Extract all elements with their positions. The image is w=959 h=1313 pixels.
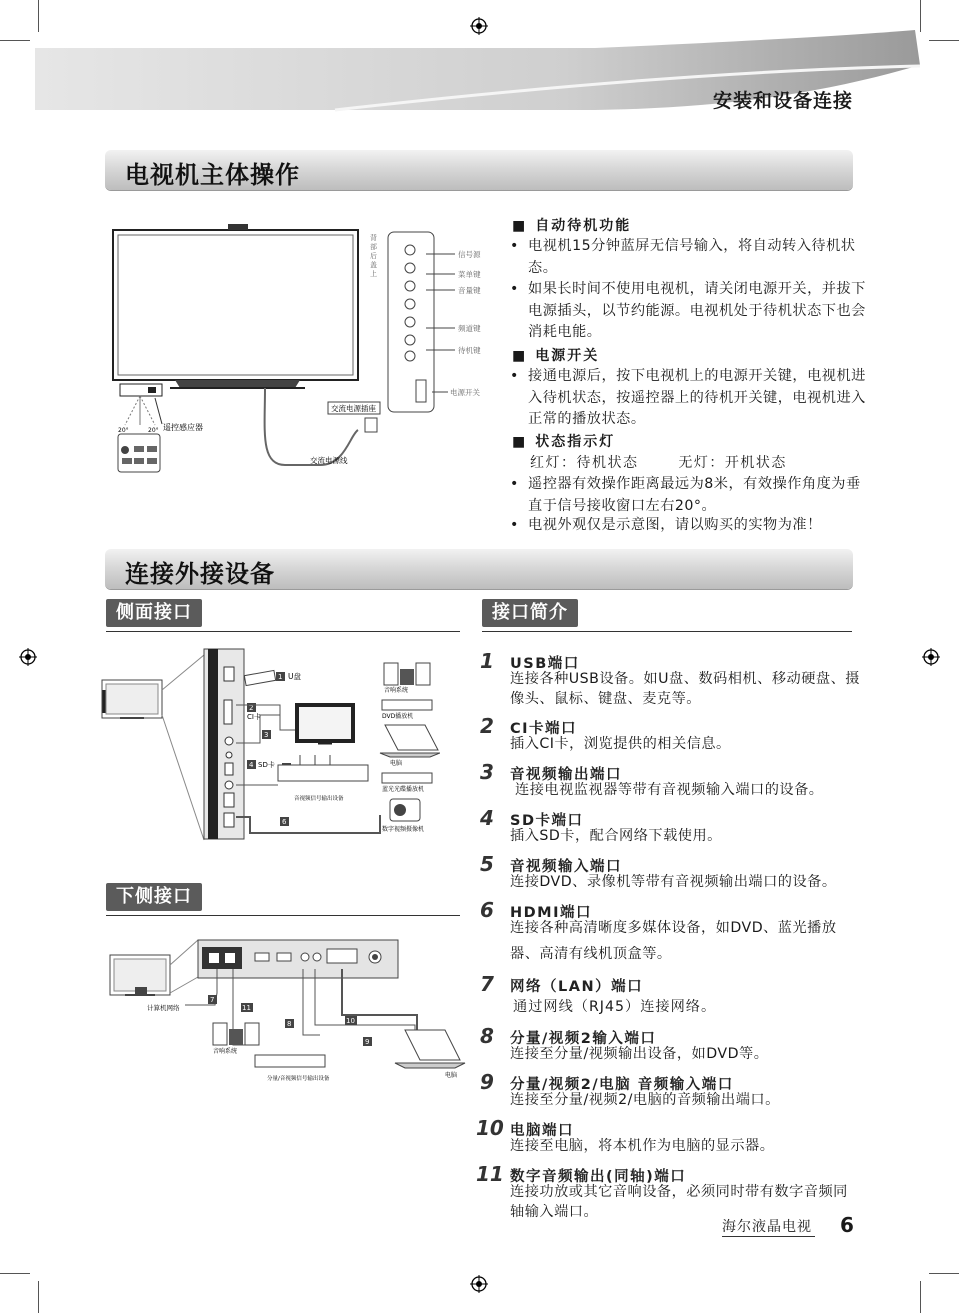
port-number: 4 <box>480 806 494 830</box>
svg-text:1: 1 <box>278 673 283 681</box>
red-light-value: 待机状态 <box>576 455 639 471</box>
port-description: 连接至电脑，将本机作为电脑的显示器。 <box>510 1138 775 1154</box>
divider <box>106 631 460 632</box>
section-banner-connect <box>105 549 853 589</box>
button-label-channel: 频道键 <box>458 324 481 333</box>
svg-text:8: 8 <box>287 1020 292 1028</box>
indicator-heading: ■ 状态指示灯 <box>512 431 615 451</box>
svg-text:7: 7 <box>210 996 215 1004</box>
panel-note-char: 上 <box>370 270 377 278</box>
remote-sensor-label: 遥控感应器 <box>163 423 203 432</box>
port-number: 5 <box>480 852 494 876</box>
standby-bullet: • 电视机15分钟蓝屏无信号输入，将自动转入待机状态。 <box>510 236 873 279</box>
bottom-audio-system-label: 音响系统 <box>213 1048 238 1055</box>
standby-heading: ■ 自动待机功能 <box>512 215 631 235</box>
port-title: 分量/视频2/电脑 音频输入端口 <box>510 1077 734 1093</box>
port-description: 插入SD卡，配合网络下载使用。 <box>510 828 722 844</box>
svg-text:9: 9 <box>365 1038 370 1046</box>
ci-label: CI卡 <box>247 713 261 721</box>
tab-port-intro: 接口简介 <box>482 599 578 627</box>
crop-mark <box>38 0 39 32</box>
page-header-title: 安装和设备连接 <box>712 90 853 112</box>
panel-note-char: 部 <box>370 243 377 251</box>
svg-text:4: 4 <box>249 761 254 769</box>
port-title: 电脑端口 <box>510 1123 574 1139</box>
component-device-label: 分量/音视频信号输出设备 <box>267 1076 330 1082</box>
ac-cord-label: 交流电源线 <box>310 456 348 465</box>
port-number: 1 <box>480 649 494 673</box>
port-description: 连接至分量/视频2/电脑的音频输出端口。 <box>510 1092 780 1108</box>
footer-underline <box>722 1236 815 1237</box>
audio-system-label: 音响系统 <box>384 687 409 694</box>
network-label: 计算机网络 <box>147 1004 180 1012</box>
section-banner-tv-operation <box>105 150 853 190</box>
divider <box>482 631 852 632</box>
port-title: 网络（LAN）端口 <box>510 979 644 995</box>
bottom-pc-label: 电脑 <box>445 1072 458 1079</box>
crop-mark <box>0 40 30 41</box>
no-light-value: 开机状态 <box>724 455 787 471</box>
registration-mark-icon <box>470 1275 488 1293</box>
page-number: 6 <box>840 1213 854 1237</box>
indicator-status-line <box>530 452 787 472</box>
port-description: 插入CI卡，浏览提供的相关信息。 <box>510 736 731 752</box>
port-description: 连接各种USB设备。如U盘、数码相机、移动硬盘、摄像头、鼠标、键盘、麦克等。 <box>510 671 860 707</box>
port-title: 音视频输入端口 <box>510 859 622 875</box>
crop-mark <box>929 40 959 41</box>
side-ports-diagram <box>100 645 440 845</box>
section-title: 连接外接设备 <box>125 560 275 588</box>
port-title: 分量/视频2输入端口 <box>510 1031 657 1047</box>
angle-left-label: 20° <box>118 427 129 434</box>
ac-socket-label: 交流电源插座 <box>331 404 376 413</box>
svg-text:11: 11 <box>242 1004 251 1012</box>
port-description: 连接DVD、录像机等带有音视频输出端口的设备。 <box>510 874 837 890</box>
power-bullet: • 接通电源后，按下电视机上的电源开关键，电视机进入待机状态，按遥控器上的待机开关键，电视机进入正常的播放状态。 <box>510 366 873 431</box>
sd-label: SD卡 <box>258 761 275 769</box>
bluray-label: 蓝光光碟播放机 <box>382 786 425 793</box>
divider <box>106 915 460 916</box>
port-number: 3 <box>480 760 494 784</box>
dvd-label: DVD播放机 <box>382 713 414 720</box>
usb-label: U盘 <box>288 672 301 681</box>
button-label-power: 电源开关 <box>450 388 480 397</box>
bottom-ports-diagram <box>105 935 470 1085</box>
red-light-label: 红灯： <box>530 455 577 471</box>
panel-note-char: 后 <box>370 252 377 260</box>
av-out-device-label: 音视频信号输出设备 <box>294 796 344 802</box>
svg-text:2: 2 <box>249 704 254 712</box>
port-number: 6 <box>480 898 494 922</box>
footer-brand: 海尔液晶电视 <box>722 1219 812 1235</box>
tab-side-ports: 侧面接口 <box>106 599 202 627</box>
port-description: 通过网线（RJ45）连接网络。 <box>513 999 717 1015</box>
port-title: HDMI端口 <box>510 905 592 921</box>
svg-text:3: 3 <box>264 731 269 739</box>
button-label-menu: 菜单键 <box>458 270 481 279</box>
port-number: 9 <box>480 1070 494 1094</box>
crop-mark <box>929 1273 959 1274</box>
button-label-volume: 音量键 <box>458 286 481 295</box>
panel-note-char: 背 <box>370 234 377 242</box>
port-description: 连接至分量/视频输出设备，如DVD等。 <box>510 1046 769 1062</box>
port-number: 7 <box>480 972 494 996</box>
tab-bottom-ports: 下侧接口 <box>106 883 202 911</box>
remote-range-bullet: • 遥控器有效操作距离最远为8米，有效操作角度为垂直于信号接收窗口左右20°。 <box>510 474 873 517</box>
registration-mark-icon <box>19 648 37 666</box>
standby-bullet: • 如果长时间不使用电视机，请关闭电源开关，并拔下电源插头，以节约能源。电视机处于待机状态下也会消耗电能。 <box>510 279 873 344</box>
port-description: 连接各种高清晰度多媒体设备，如DVD、蓝光播放器、高清有线机顶盒等。 <box>510 920 837 962</box>
port-title: SD卡端口 <box>510 813 584 829</box>
crop-mark <box>920 1281 921 1313</box>
port-description: 连接功放或其它音响设备，必须同时带有数字音频同轴输入端口。 <box>510 1184 848 1220</box>
port-number: 8 <box>480 1024 494 1048</box>
svg-text:6: 6 <box>282 818 287 826</box>
section-title: 电视机主体操作 <box>125 161 300 189</box>
crop-mark <box>0 1273 30 1274</box>
port-number: 2 <box>480 714 494 738</box>
port-number: 10 <box>476 1116 504 1140</box>
port-number: 11 <box>476 1162 504 1186</box>
port-title: USB端口 <box>510 656 580 672</box>
button-label-source: 信号源 <box>458 250 481 259</box>
panel-note-char: 盖 <box>370 261 377 269</box>
port-description: 连接电视监视器等带有音视频输入端口的设备。 <box>510 782 824 798</box>
port-title: CI卡端口 <box>510 721 578 737</box>
crop-mark <box>38 1281 39 1313</box>
no-light-label: 无灯： <box>678 455 725 471</box>
angle-right-label: 20° <box>148 427 159 434</box>
port-title: 音视频输出端口 <box>510 767 622 783</box>
pc-label: 电脑 <box>390 760 403 767</box>
port-title: 数字音频输出(同轴)端口 <box>510 1169 687 1185</box>
power-heading: ■ 电源开关 <box>512 345 599 365</box>
tv-front-diagram <box>110 220 490 475</box>
crop-mark <box>920 0 921 32</box>
camcorder-label: 数字视频摄像机 <box>382 826 425 833</box>
disclaimer-bullet: • 电视外观仅是示意图，请以购买的实物为准！ <box>510 515 878 537</box>
button-label-standby: 待机键 <box>458 346 481 355</box>
svg-text:10: 10 <box>346 1017 355 1025</box>
registration-mark-icon <box>922 648 940 666</box>
